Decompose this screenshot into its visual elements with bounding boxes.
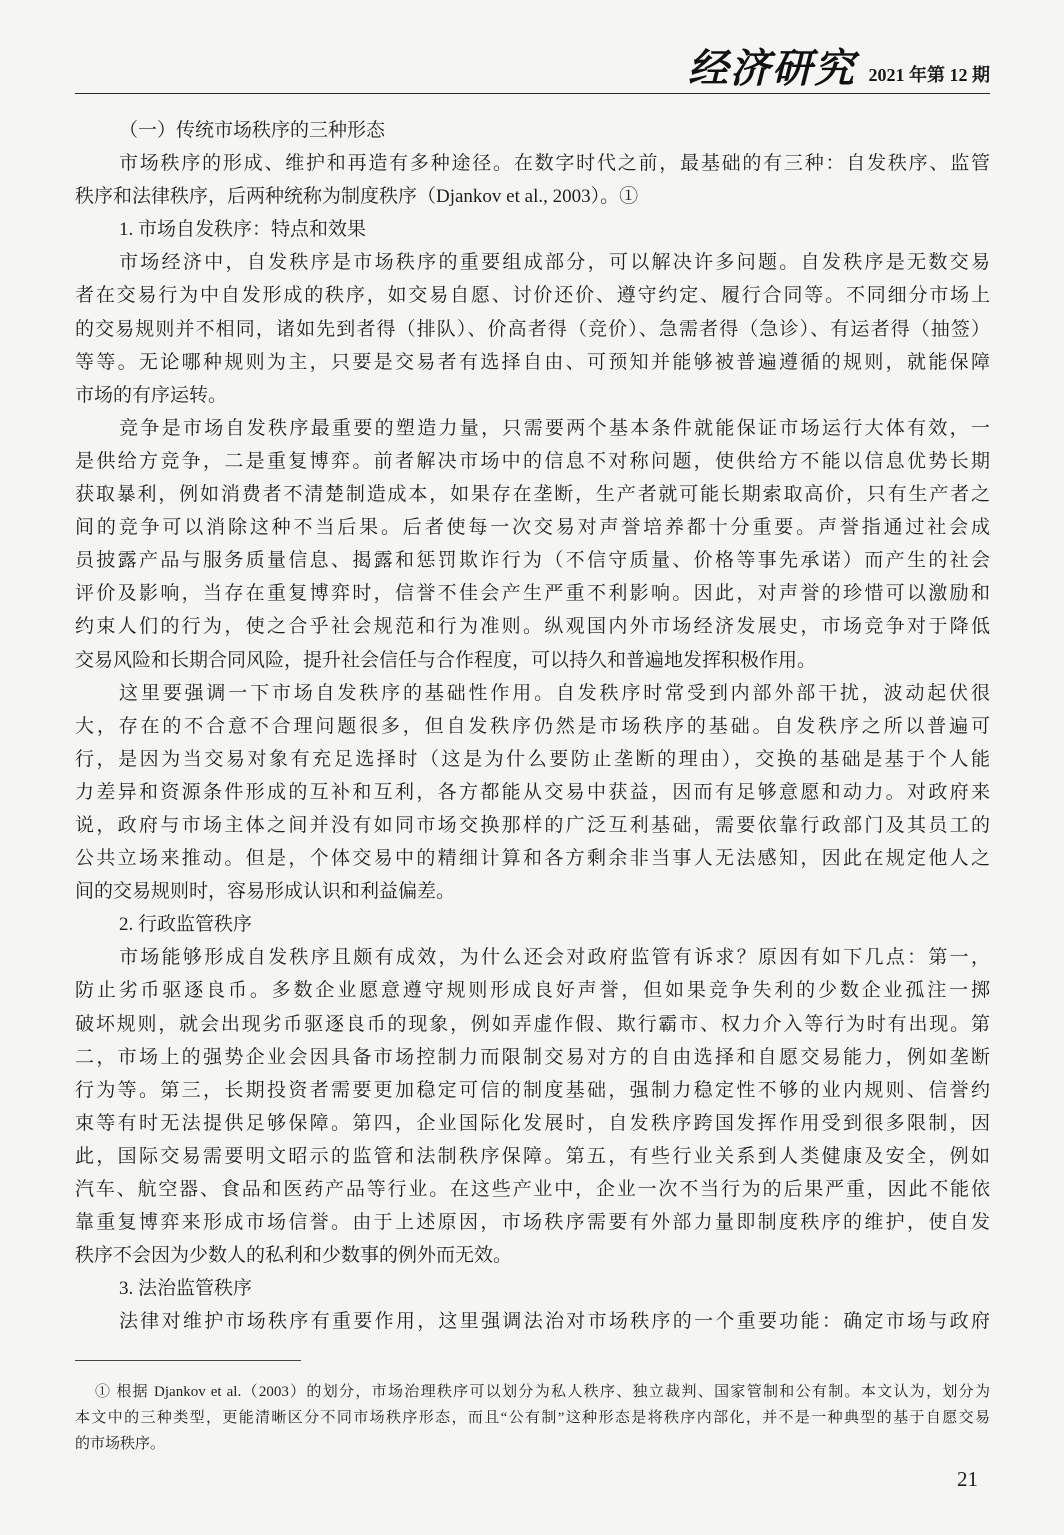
subsection-heading: 1. 市场自发秩序：特点和效果 [119,219,367,241]
text-line: 竞争是市场自发秩序最重要的塑造力量，只需要两个基本条件就能保证市场运行大体有效，一 [119,417,990,439]
text-line: 此，国际交易需要明文昭示的监管和法制秩序保障。第五，有些行业关系到人类健康及安全，例如 [75,1145,990,1167]
paragraph [75,412,990,677]
article-body [75,114,990,1338]
text-line: 大，存在的不合意不合理问题很多，但自发秩序仍然是市场秩序的基础。自发秩序之所以普遍可 [75,715,990,737]
text-line: 者在交易行为中自发形成的秩序，如交易自愿、讨价还价、遵守约定、履行合同等。不同细分市场上 [75,285,990,307]
text-line: 等等。无论哪种规则为主，只要是交易者有选择自由、可预知并能够被普遍遵循的规则，就能保障 [75,351,990,373]
text-line: 市场的有序运转。 [75,384,228,406]
paragraph [75,941,990,1272]
paragraph [75,1305,990,1338]
text-line: 市场经济中，自发秩序是市场秩序的重要组成部分，可以解决许多问题。自发秩序是无数交易 [119,252,990,274]
footnote [75,1379,990,1457]
page-number: 21 [957,1467,978,1491]
text-line: 约束人们的行为，使之合乎社会规范和行为准则。纵观国内外市场经济发展史，市场竞争对于降低 [75,616,990,638]
text-line: 交易风险和长期合同风险，提升社会信任与合作程度，可以持久和普遍地发挥积极作用。 [75,649,817,671]
text-line: 防止劣币驱逐良币。多数企业愿意遵守规则形成良好声誉，但如果竞争失利的少数企业孤注一掷 [75,980,990,1002]
text-line: 束等有时无法提供足够保障。第四，企业国际化发展时，自发秩序跨国发挥作用受到很多限制，因 [75,1112,990,1134]
footnote-line: ① 根据 Djankov et al.（2003）的划分，市场治理秩序可以划分为私人秩序、独立裁判、国家管制和公有制。本文认为，划分为 [95,1384,990,1400]
footnote-line: 本文中的三种类型，更能清晰区分不同市场秩序形态，而且“公有制”这种形态是将秩序内部化，并不是一种典型的基于自愿交易 [75,1410,990,1426]
section-heading: （一）传统市场秩序的三种形态 [119,120,386,141]
paragraph [75,246,990,411]
text-line: 员披露产品与服务质量信息、揭露和惩罚欺诈行为（不信守质量、价格等事先承诺）而产生的社会 [75,550,990,572]
footnote-line: 的市场秩序。 [75,1436,166,1452]
header-rule [75,93,990,94]
text-line: 说，政府与市场主体之间并没有如同市场交换那样的广泛互利基础，需要依靠行政部门及其员工的 [75,814,990,836]
text-line: 汽车、航空器、食品和医药产品等行业。在这些产业中，企业一次不当行为的后果严重，因此不能依 [75,1179,990,1200]
text-line: 公共立场来推动。但是，个体交易中的精细计算和各方剩余非当事人无法感知，因此在规定他人之 [75,848,990,870]
text-line: 二，市场上的强势企业会因具备市场控制力而限制交易对方的自由选择和自愿交易能力，例如垄断 [75,1046,990,1068]
text-line: 行，是因为当交易对象有充足选择时（这是为什么要防止垄断的理由），交换的基础是基于个人能 [75,748,990,770]
text-line: 力差异和资源条件形成的互补和互利，各方都能从交易中获益，因而有足够意愿和动力。对政府来 [75,781,990,803]
text-line: 这里要强调一下市场自发秩序的基础性作用。自发秩序时常受到内部外部干扰，波动起伏很 [119,682,990,704]
subsection-heading: 2. 行政监管秩序 [119,914,253,936]
text-line: 评价及影响，当存在重复博弈时，信誉不佳会产生严重不利影响。因此，对声誉的珍惜可以激励和 [75,583,990,605]
text-line: 的交易规则并不相同，诸如先到者得（排队）、价高者得（竞价）、急需者得（急诊）、有运者得（抽签） [75,318,990,340]
text-line: 破坏规则，就会出现劣币驱逐良币的现象，例如弄虚作假、欺行霸市、权力介入等行为时有出现。第 [75,1013,990,1035]
text-line: 是供给方竞争，二是重复博弈。前者解决市场中的信息不对称问题，使供给方不能以信息优势长期 [75,450,990,472]
subsection-heading: 3. 法治监管秩序 [119,1278,253,1300]
footnote-rule [75,1360,301,1361]
text-line: 获取暴利，例如消费者不清楚制造成本，如果存在垄断，生产者就可能长期索取高价，只有生产者之 [75,484,990,506]
text-line: 秩序和法律秩序，后两种统称为制度秩序（Djankov et al., 2003）。① [75,186,639,208]
paragraph [75,677,990,909]
text-line: 法律对维护市场秩序有重要作用，这里强调法治对市场秩序的一个重要功能：确定市场与政府 [119,1311,990,1333]
paragraph [75,147,990,213]
text-line: 秩序不会因为少数人的私利和少数事的例外而无效。 [75,1245,513,1267]
text-line: 市场能够形成自发秩序且颇有成效，为什么还会对政府监管有诉求？原因有如下几点：第一， [119,947,990,969]
issue-label: 2021 年第 12 期 [868,65,990,85]
text-line: 间的交易规则时，容易形成认识和利益偏差。 [75,881,456,903]
journal-logo: 经济研究 [688,46,856,91]
text-line: 靠重复博弈来形成市场信誉。由于上述原因，市场秩序需要有外部力量即制度秩序的维护，使自发 [75,1212,990,1234]
text-line: 间的竞争可以消除这种不当后果。后者使每一次交易对声誉培养都十分重要。声誉指通过社会成 [75,517,990,539]
text-line: 行为等。第三，长期投资者需要更加稳定可信的制度基础，强制力稳定性不够的业内规则、信誉约 [75,1079,990,1101]
text-line: 市场秩序的形成、维护和再造有多种途径。在数字时代之前，最基础的有三种：自发秩序、监管 [119,153,990,175]
